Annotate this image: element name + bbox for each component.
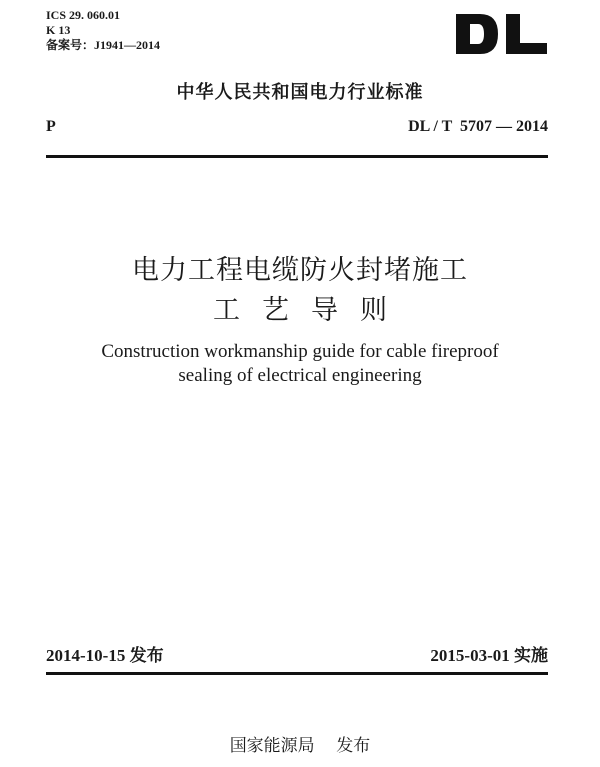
standard-number: DL / T 5707 — 2014 — [408, 118, 548, 135]
title-chinese-line1: 电力工程电缆防火封堵施工 — [132, 255, 468, 286]
title-english — [60, 340, 540, 388]
classification-block — [46, 8, 160, 53]
publish-date: 2014-10-15 发布 — [46, 646, 164, 665]
title-english-line1: Construction workmanship guide for cable fireproof — [101, 341, 499, 362]
record-number: 备案号：J1941—2014 — [46, 38, 161, 52]
ccs-code: K 13 — [46, 23, 71, 37]
standard-organization: 中华人民共和国电力行业标准 — [176, 82, 424, 103]
issuing-authority: 国家能源局 发布 — [229, 736, 371, 756]
title-chinese-line2: 工艺导则 — [213, 295, 409, 326]
title-english-line2: sealing of electrical engineering — [178, 365, 422, 386]
top-divider — [46, 155, 548, 158]
bottom-divider — [46, 672, 548, 675]
effective-date: 2015-03-01 实施 — [430, 646, 548, 665]
dl-logo — [454, 12, 549, 56]
category-code: P — [46, 118, 56, 135]
ics-code: ICS 29. 060.01 — [46, 8, 121, 22]
